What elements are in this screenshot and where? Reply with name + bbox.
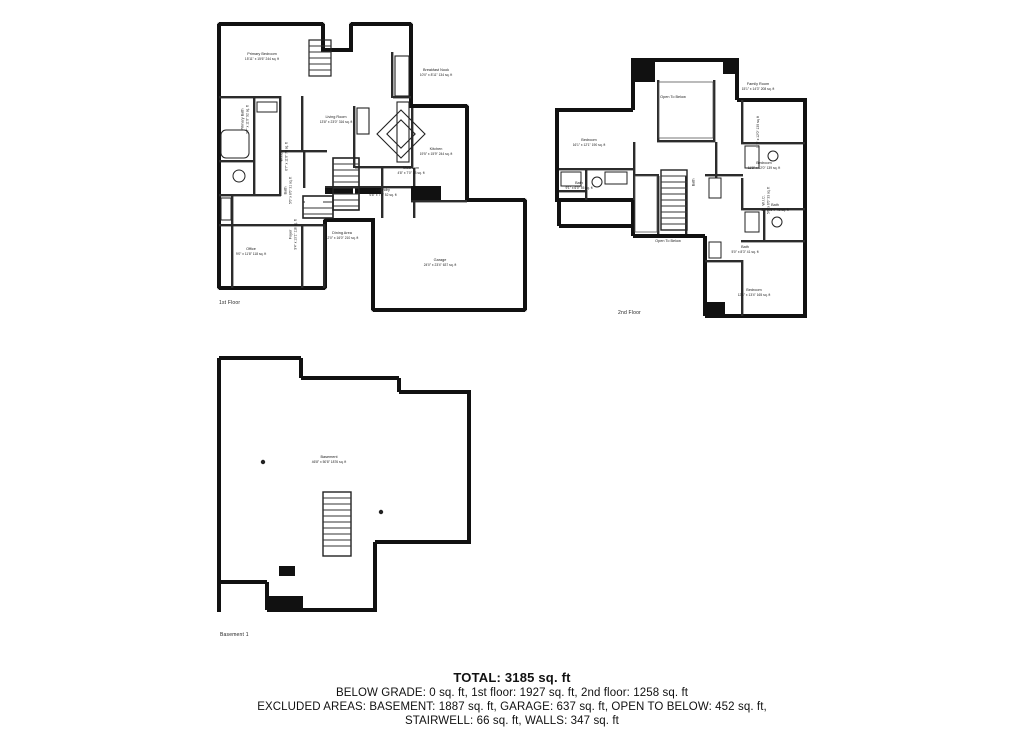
room-label: Family Room 15'1" x 14'3" 208 sq. ft <box>741 82 775 91</box>
room-label: Bedroom 11'8" x 12'0" 139 sq. ft <box>747 161 781 170</box>
basement-plan <box>205 350 495 630</box>
room-label: W.I.C. 6'7" x 11'0" 70 sq. ft <box>279 142 289 171</box>
grade-breakdown: BELOW GRADE: 0 sq. ft, 1st floor: 1927 sq. ft, 2nd floor: 1258 sq. ft <box>335 687 689 699</box>
room-label: Bath 5'0" x 8'0" 31 sq. ft <box>283 176 293 204</box>
room-label: W.I.C. 5'6" x 6'0" 33 sq. ft <box>761 186 771 214</box>
room-label: Bath <box>691 178 696 187</box>
total-area: TOTAL: 3185 sq. ft <box>453 670 571 685</box>
room-label: Bedroom 12'4" x 13'4" 165 sq. ft <box>737 288 771 297</box>
room-label: Bath 9'1" x 6'0" 55 sq. ft <box>565 181 593 190</box>
room-label: Dining Area 12'0" x 16'0" 210 sq. ft <box>325 231 359 240</box>
room-label: Primary Bedroom 15'11" x 15'6" 244 sq. ft <box>244 52 280 61</box>
second-floor-label: 2nd Floor <box>618 310 641 316</box>
room-label: Primary Bath 9'7" x 11'0" 92 sq. ft <box>240 105 250 134</box>
room-label: Laundry 6'8" x 7'0" 52 sq. ft <box>369 188 397 197</box>
room-label: Open To Below <box>660 95 686 99</box>
area-summary <box>0 670 1024 727</box>
room-label: Breakfast Nook 10'0" x 8'11" 134 sq. ft <box>419 68 453 77</box>
room-label: 11'8" x 12'0" 139 sq. ft <box>755 115 760 149</box>
excluded-areas-line-1: EXCLUDED AREAS: BASEMENT: 1887 sq. ft, GARAGE: 637 sq. ft, OPEN TO BELOW: 452 sq. ft, <box>257 701 767 713</box>
basement-label: Basement 1 <box>220 632 249 638</box>
room-label: Bath 8'0" x 5'4" 43 sq. ft <box>761 203 789 212</box>
room-label: Bedroom 16'1" x 12'1" 190 sq. ft <box>572 138 606 147</box>
room-label: Garage 24'0" x 23'4" 637 sq. ft <box>423 258 457 267</box>
room-label: Bath 5'0" x 8'3" 41 sq. ft <box>731 245 759 254</box>
room-label: Mudroom 4'8" x 7'0" 33 sq. ft <box>397 166 425 175</box>
room-label: Office 9'0" x 11'8" 118 sq. ft <box>235 247 267 256</box>
first-floor-label: 1st Floor <box>219 300 241 306</box>
room-label: Kitchen 19'5" x 15'9" 244 sq. ft <box>419 147 453 156</box>
excluded-areas-line-2: STAIRWELL: 66 sq. ft, WALLS: 347 sq. ft <box>405 715 619 727</box>
room-label: Living Room 13'8" x 23'0" 316 sq. ft <box>319 115 353 124</box>
room-label: Basement 46'8" x 50'8" 1876 sq. ft <box>311 455 347 464</box>
room-label: Foyer 9'4" x 13'1" 118 sq. ft <box>288 219 298 250</box>
room-label: Open To Below <box>655 239 681 243</box>
